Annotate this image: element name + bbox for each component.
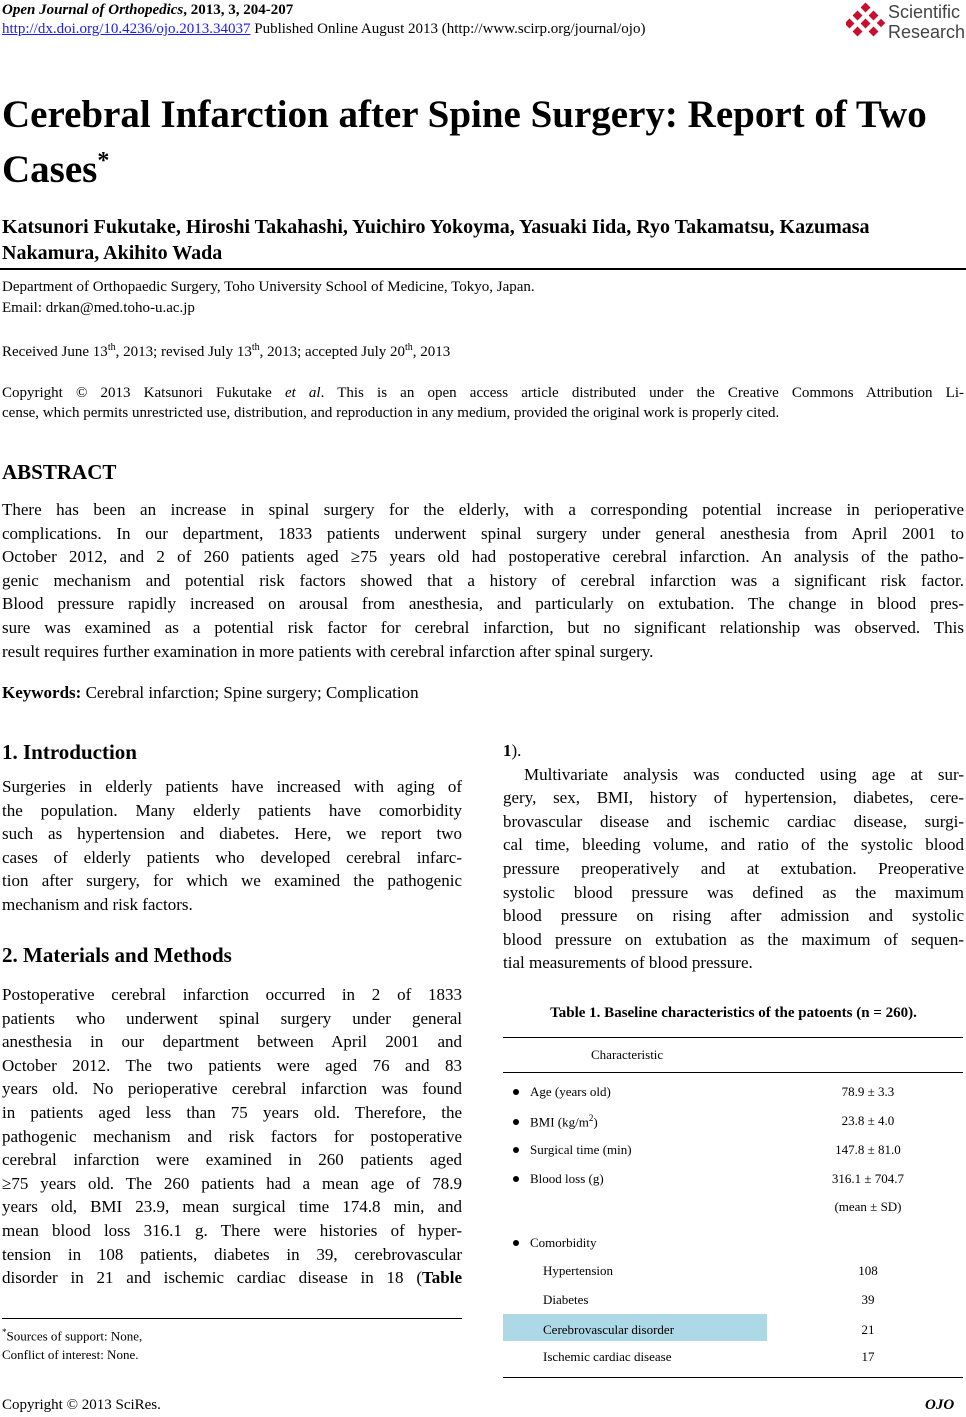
table-row [503,1169,963,1191]
methods-line: cerebral infarction were examined in 260 patients aged [2,1150,462,1170]
row-value: 23.8 ± 4.0 [841,1113,895,1128]
methods-line: anesthesia in our department between April 2001 and [2,1032,462,1052]
journal-volume: , 2013, 3, 204-207 [183,2,294,18]
table-reference-number[interactable]: 1 [503,741,512,760]
doi-line [2,21,645,38]
table-row [503,1261,963,1283]
table-header-row [503,1045,963,1067]
intro-line: tion after surgery, for which we examined the pathogenic [2,871,462,891]
intro-line: the population. Many elderly patients have comorbidity [2,800,462,820]
row-label [513,1171,604,1187]
abstract-line: sure was examined as a potential risk factor for cerebral infarction, but no significant relationship was observed. This [2,617,964,637]
table-note-row [503,1197,963,1219]
intro-heading: 1. Introduction [2,740,137,764]
methods-line: in patients aged less than 75 years old. Therefore, the [2,1102,462,1122]
row-value: 78.9 ± 3.3 [841,1084,895,1099]
bullet-icon [513,1240,519,1246]
abstract-body [2,498,964,663]
abstract-line: genic mechanism and potential risk factors showed that a history of cerebral infarction was a significant risk factor. [2,570,964,590]
authors: Katsunori Fukutake, Hiroshi Takahashi, Yuichiro Yokoyma, Yasuaki Iida, Ryo Takamatsu, Kazumasa Nakamura, Akihito Wada [2,216,870,264]
received-dates [2,342,450,361]
row-value: 316.1 ± 704.7 [831,1171,905,1186]
table-row [503,1140,963,1162]
row-label-text: Age (years old) [530,1084,611,1099]
table-bottom-rule [503,1377,963,1378]
row-label [513,1235,596,1251]
row-value: 17 [861,1349,875,1364]
row-label [513,1084,611,1100]
multivariate-line: blood pressure on extubation as the maximum of sequen- [503,929,964,949]
abstract-heading: ABSTRACT [2,460,117,484]
journal-citation [2,2,293,19]
footer-copyright: Copyright © 2013 SciRes. [2,1397,161,1413]
multivariate-line: cal time, bleeding volume, and ratio of the systolic blood [503,835,964,855]
footnote-line-1 [2,1323,142,1345]
intro-body [2,775,462,917]
email: Email: drkan@med.toho-u.ac.jp [2,300,195,316]
title-text: Cerebral Infarction after Spine Surgery: Report of Two Cases [2,93,927,191]
row-value: 147.8 ± 81.0 [835,1142,901,1157]
abstract-line: There has been an increase in spinal surgery for the elderly, with a corresponding potential increase in perioperative [2,500,964,519]
multivariate-line: brovascular disease and ischemic cardiac disease, surgi- [503,811,964,831]
bullet-icon [513,1147,519,1153]
journal-name: Open Journal of Orthopedics [2,2,184,18]
methods-line: patients who underwent spinal surgery under general [2,1008,462,1028]
row-label-sup: 2 [588,1113,594,1123]
methods-heading: 2. Materials and Methods [2,943,232,967]
intro-line: Surgeries in elderly patients have increased with aging of [2,777,462,796]
footnote-line-2: Conflict of interest: None. [2,1347,139,1363]
multivariate-line: Multivariate analysis was conducted using age at sur- [524,764,964,784]
methods-last-text: disorder in 21 and ischemic cardiac disease in 18 ( [2,1268,422,1288]
publisher-logo-text [888,2,965,42]
table-top-rule [503,1037,963,1038]
bullet-icon [513,1176,519,1182]
abstract-line: October 2012, and 2 of 260 patients aged ≥75 years old had postoperative cerebral infarction. An analysis of the patho- [2,547,964,567]
table-row [503,1111,963,1133]
received-p4: , 2013 [412,344,451,360]
multivariate-line: tial measurements of blood pressure. [503,953,753,973]
table-note: (mean ± SD) [834,1199,902,1214]
doi-link[interactable]: http://dx.doi.org/10.4236/ojo.2013.34037 [2,21,251,37]
continued-ref-line [503,739,964,763]
publisher-logo [846,2,966,46]
methods-line: pathogenic mechanism and risk factors for postoperative [2,1126,462,1146]
received-th-1: th [107,342,116,353]
logo-line-1: Scientific [888,2,961,22]
row-label: Hypertension [543,1263,614,1278]
intro-line: such as hypertension and diabetes. Here, we report two [2,824,462,844]
methods-body [2,983,462,1290]
copyright-etal: et al [284,385,321,401]
copyright-notice [2,383,964,423]
received-p3: , 2013; accepted July 20 [259,344,406,360]
footer-journal-abbrev: OJO [925,1397,955,1413]
logo-line-2: Research [888,22,966,42]
intro-line: cases of elderly patients who developed cerebral infarc- [2,847,462,867]
methods-line: years old, BMI 23.9, mean surgical time 174.8 min, and [2,1197,462,1217]
received-th-2: th [251,342,260,353]
row-value: 39 [861,1292,875,1307]
row-value: 108 [858,1263,878,1278]
row-label-text: Comorbidity [530,1235,597,1250]
table-header-rule [503,1072,963,1073]
row-label [513,1113,598,1130]
methods-line: tension in 108 patients, diabetes in 39, cerebrovascular [2,1244,462,1264]
table-row [503,1082,963,1104]
multivariate-line: gery, sex, BMI, history of hypertension, diabetes, cere- [503,788,964,808]
methods-line: years old. No perioperative cerebral infarction was found [2,1079,462,1099]
abstract-line: complications. In our department, 1833 patients underwent spinal surgery under general anesthesia from April 2001 to [2,523,964,543]
table-row [503,1233,963,1255]
row-label-text: Surgical time (min) [530,1142,632,1157]
row-label-tail: ) [593,1114,598,1130]
continued-tail: ). [511,741,522,760]
affiliation: Department of Orthopaedic Surgery, Toho University School of Medicine, Tokyo, Japan. [2,279,535,295]
methods-line: ≥75 years old. The 260 patients had a mean age of 78.9 [2,1173,462,1193]
bullet-icon [513,1089,519,1095]
abstract-line: result requires further examination in more patients with cerebral infarction after spinal surgery. [2,641,654,661]
received-p2: , 2013; revised July 13 [115,344,252,360]
methods-line: Postoperative cerebral infarction occurred in 2 of 1833 [2,985,462,1004]
row-label: Cerebrovascular disorder [543,1322,675,1337]
row-value: 21 [861,1322,875,1337]
table-row-highlighted [503,1314,963,1343]
methods-line: October 2012. The two patients were aged 76 and 83 [2,1055,462,1075]
title-footnote-mark: * [97,148,110,174]
header-divider [0,268,966,270]
published-info: Published Online August 2013 (http://www.scirp.org/journal/ojo) [250,21,646,37]
keywords-text: Cerebral infarction; Spine surgery; Complication [81,683,419,702]
table-row [503,1290,963,1312]
footnote-text-1: Sources of support: None, [6,1328,143,1344]
footnote [2,1323,142,1364]
abstract-line: Blood pressure rapidly increased on arousal from anesthesia, and particularly on extubation. The change in blood pres- [2,594,964,614]
publisher-logo-icon [846,2,886,42]
row-label: Diabetes [543,1292,589,1307]
multivariate-line: pressure preoperatively and at extubation. Preoperative [503,858,964,878]
methods-continued [503,739,964,975]
keywords-label: Keywords: [2,683,82,702]
copyright-line-2: cense, which permits unrestricted use, distribution, and reproduction in any medium, provided the original work is properly cited. [2,405,780,421]
intro-line: mechanism and risk factors. [2,894,193,914]
table-reference[interactable]: Table [421,1268,462,1288]
row-label-text: Blood loss (g) [530,1171,604,1186]
received-p1: Received June 13 [2,344,108,360]
multivariate-line: blood pressure on rising after admission and systolic [503,906,964,926]
paper-title [2,92,952,193]
row-label [513,1142,632,1158]
row-label: Ischemic cardiac disease [543,1349,672,1364]
methods-line [2,1266,462,1290]
table-row [503,1347,963,1369]
footnote-mark: * [2,1327,7,1337]
row-label-text: BMI (kg/m [530,1114,589,1130]
copyright-post: . This is an open access article distributed under the Creative Commons Attribution Li- [320,385,965,401]
received-th-3: th [405,342,413,353]
bullet-icon [513,1119,519,1125]
table-header-characteristic: Characteristic [591,1047,664,1062]
copyright-pre: Copyright © 2013 Katsunori Fukutake [2,385,285,401]
keywords [2,683,419,703]
methods-line: mean blood loss 316.1 g. There were histories of hyper- [2,1220,462,1240]
copyright-line-1 [2,383,964,403]
multivariate-line: systolic blood pressure was defined as the maximum [503,882,964,902]
footnote-divider [2,1318,462,1319]
table-title: Table 1. Baseline characteristics of the patoents (n = 260). [550,1005,917,1021]
